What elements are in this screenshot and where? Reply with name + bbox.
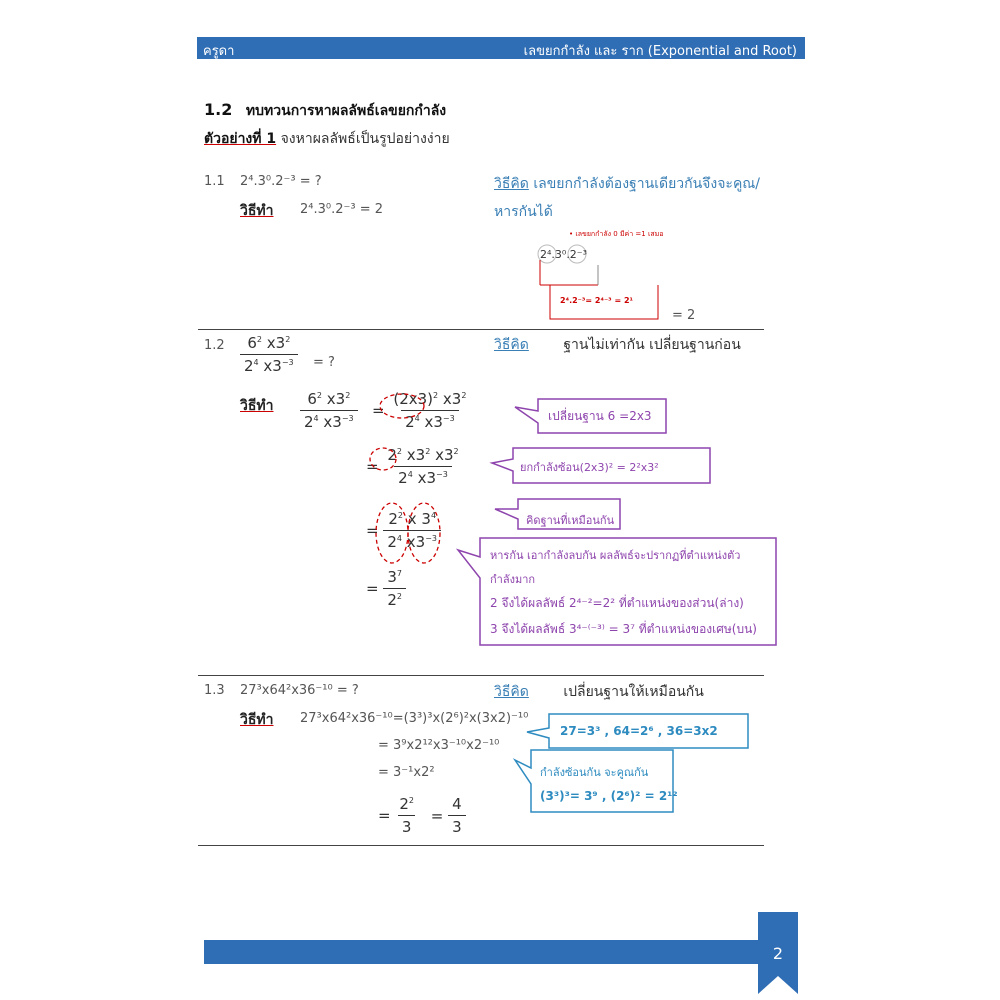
problem-1-3-hint: [494, 681, 704, 703]
problem-1-2-hint: [494, 334, 741, 356]
divider: [198, 329, 764, 330]
problem-1-1-hint: [494, 173, 760, 195]
problem-1-1-red-box: 2⁴.2⁻³= 2⁴⁻³ = 2¹: [560, 296, 634, 305]
problem-1-2-step-3: = $\frac{2^2 x 3^4}{2^4 x3^{-3}}$: [366, 510, 441, 551]
page-number: 2: [772, 944, 784, 963]
problem-1-2-step-0: $\frac{6^2 x3^2}{2^4 x3^{-3}}$: [300, 390, 358, 431]
problem-1-1-mini-expr: 2⁴.3⁰.2⁻³: [540, 248, 588, 261]
callout-nested-power: ยกกำลังซ้อน(2x3)² = 2²x3²: [520, 461, 659, 474]
problem-1-2-step-2: = $\frac{2^2 x3^2 x3^2}{2^4 x3^{-3}}$: [366, 446, 459, 487]
problem-1-1-hint-text-2: หารกันได้: [494, 204, 553, 220]
problem-1-1-hint-label: วิธีคิด: [494, 176, 529, 192]
problem-1-1-solution: 2⁴.3⁰.2⁻³ = 2: [300, 202, 384, 217]
callout-division-line3: 2 จึงได้ผลลัพธ์ 2⁴⁻²=2² ที่ตำแหน่งของส่วน(ล่าง): [490, 596, 744, 610]
problem-1-2-method-label: วิธีทำ: [240, 398, 274, 414]
callout-division-line4: 3 จึงได้ผลลัพธ์ 3⁴⁻⁽⁻³⁾ = 3⁷ ที่ตำแหน่งของเศษ(บน): [490, 622, 757, 636]
problem-1-3-step-2: = 3⁹x2¹²x3⁻¹⁰x2⁻¹⁰: [378, 738, 500, 753]
problem-1-2-hint-text: ฐานไม่เท่ากัน เปลี่ยนฐานก่อน: [563, 337, 741, 353]
example-text: จงหาผลลัพธ์เป็นรูปอย่างง่าย: [280, 131, 450, 147]
problem-1-3-expr: 27³x64²x36⁻¹⁰ = ?: [240, 683, 359, 698]
problem-1-3-step-4: = $\frac{2^2}{3}$ = $\frac{4}{3}$: [378, 795, 466, 836]
callout-base-conversion: 27=3³ , 64=2⁶ , 36=3x2: [560, 724, 718, 738]
problem-1-2-question: $\frac{6^2 x3^2}{2^4 x3^{-3}}$: [240, 334, 298, 375]
problem-1-2-hint-label: วิธีคิด: [494, 337, 529, 353]
divider: [198, 845, 764, 846]
problem-1-1-expr: 2⁴.3⁰.2⁻³ = ?: [240, 174, 322, 189]
problem-1-1-result: = 2: [672, 308, 696, 323]
section-title-text: ทบทวนการหาผลลัพธ์เลขยกกำลัง: [245, 103, 447, 119]
divider: [198, 675, 764, 676]
zero-power-note: • เลขยกกำลัง 0 มีค่า =1 เสมอ: [569, 230, 664, 238]
problem-1-3-step-1: 27³x64²x36⁻¹⁰=(3³)³x(2⁶)²x(3x2)⁻¹⁰: [300, 711, 529, 726]
callout-division-line1: หารกัน เอากำลังลบกัน ผลลัพธ์จะปรากฏที่ตำแหน่งตัว: [490, 549, 741, 562]
problem-1-2-question-tail: = ?: [313, 355, 335, 370]
callout-change-base: เปลี่ยนฐาน 6 =2x3: [548, 409, 652, 423]
problem-1-1-hint-text: เลขยกกำลังต้องฐานเดียวกันจึงจะคูณ/: [533, 176, 761, 192]
problem-1-3-step-3: = 3⁻¹x2²: [378, 765, 435, 780]
problem-1-3-method-label: วิธีทำ: [240, 712, 274, 728]
problem-1-2-step-1: = $\frac{(2x3)^2 x3^2}{2^4 x3^{-3}}$: [372, 390, 467, 431]
section-title: [204, 100, 446, 122]
callout-nested-rule: กำลังซ้อนกัน จะคูณกัน: [540, 766, 649, 779]
callout-division-line2: กำลังมาก: [490, 573, 536, 586]
section-number: 1.2: [204, 100, 233, 119]
problem-1-1-number: 1.1: [204, 174, 225, 189]
callout-nested-examples: (3³)³= 3⁹ , (2⁶)² = 2¹²: [540, 789, 678, 803]
problem-1-1-method-label: วิธีทำ: [240, 203, 274, 219]
header-author: ครูดา: [203, 44, 235, 59]
footer-bar: [204, 940, 764, 964]
example-heading: [204, 128, 450, 150]
problem-1-2-step-4: = $\frac{3^7}{2^2}$: [366, 568, 406, 609]
header-title: เลขยกกำลัง และ ราก (Exponential and Root): [523, 44, 797, 59]
problem-1-2-number: 1.2: [204, 338, 225, 353]
problem-1-3-hint-label: วิธีคิด: [494, 684, 529, 700]
zero-power-note-text: เลขยกกำลัง 0 มีค่า =1 เสมอ: [575, 230, 664, 238]
callout-same-base: คิดฐานที่เหมือนกัน: [526, 514, 615, 527]
problem-1-3-number: 1.3: [204, 683, 225, 698]
example-label: ตัวอย่างที่ 1: [204, 131, 277, 147]
problem-1-3-hint-text: เปลี่ยนฐานให้เหมือนกัน: [563, 684, 704, 700]
